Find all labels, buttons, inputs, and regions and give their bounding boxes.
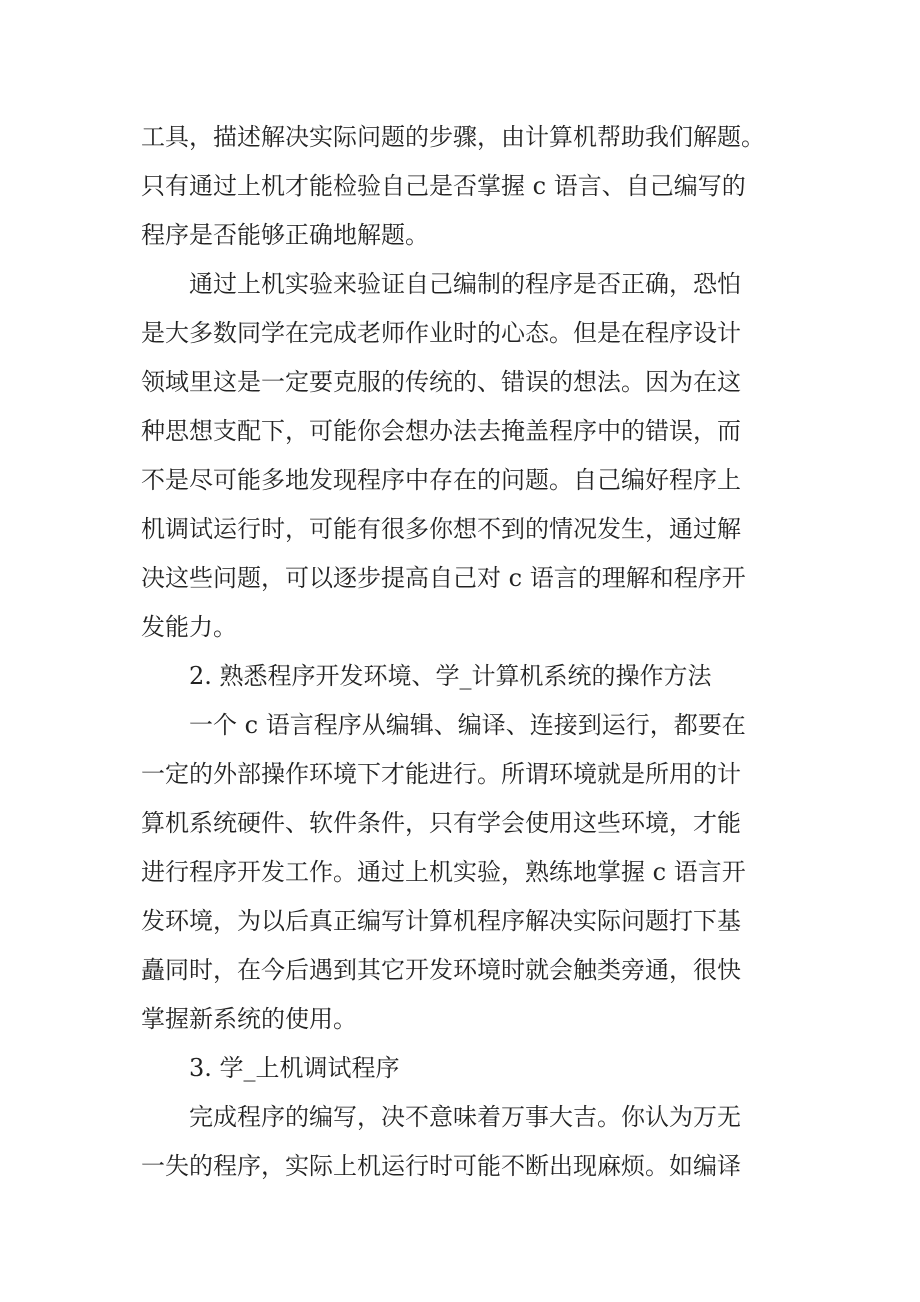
text-line: 一定的外部操作环境下才能进行。所谓环境就是所用的计 xyxy=(141,760,741,788)
text-line: 掌握新系统的使用。 xyxy=(141,1005,357,1033)
text-line: 进行程序开发工作。通过上机实验，熟练地掌握 c 语言开 xyxy=(141,858,746,886)
text-line: 一失的程序，实际上机运行时可能不断出现麻烦。如编译 xyxy=(141,1152,741,1180)
text-line: 只有通过上机才能检验自己是否掌握 c 语言、自己编写的 xyxy=(141,172,746,200)
text-line: 种思想支配下，可能你会想办法去掩盖程序中的错误，而 xyxy=(141,417,741,445)
text-line: 发能力。 xyxy=(141,613,237,641)
text-line: 算机系统硬件、软件条件，只有学会使用这些环境，才能 xyxy=(141,809,741,837)
text-line: 矗同时，在今后遇到其它开发环境时就会触类旁通，很快 xyxy=(141,956,741,984)
text-line: 工具，描述解决实际问题的步骤，由计算机帮助我们解题。 xyxy=(141,123,765,151)
text-line: 是大多数同学在完成老师作业时的心态。但是在程序设计 xyxy=(141,319,741,347)
text-line: 一个 c 语言程序从编辑、编译、连接到运行，都要在 xyxy=(189,711,746,739)
text-line: 完成程序的编写，决不意味着万事大吉。你认为万无 xyxy=(189,1103,741,1131)
section-heading: 2. 熟悉程序开发环境、学_计算机系统的操作方法 xyxy=(189,662,712,690)
text-line: 通过上机实验来验证自己编制的程序是否正确，恐怕 xyxy=(189,270,741,298)
text-line: 程序是否能够正确地解题。 xyxy=(141,221,429,249)
text-line: 不是尽可能多地发现程序中存在的问题。自己编好程序上 xyxy=(141,466,741,494)
text-line: 决这些问题，可以逐步提高自己对 c 语言的理解和程序开 xyxy=(141,564,746,592)
section-heading: 3. 学_上机调试程序 xyxy=(189,1054,400,1082)
text-line: 机调试运行时，可能有很多你想不到的情况发生，通过解 xyxy=(141,515,741,543)
text-line: 发环境，为以后真正编写计算机程序解决实际问题打下基 xyxy=(141,907,741,935)
text-line: 领域里这是一定要克服的传统的、错误的想法。因为在这 xyxy=(141,368,741,396)
